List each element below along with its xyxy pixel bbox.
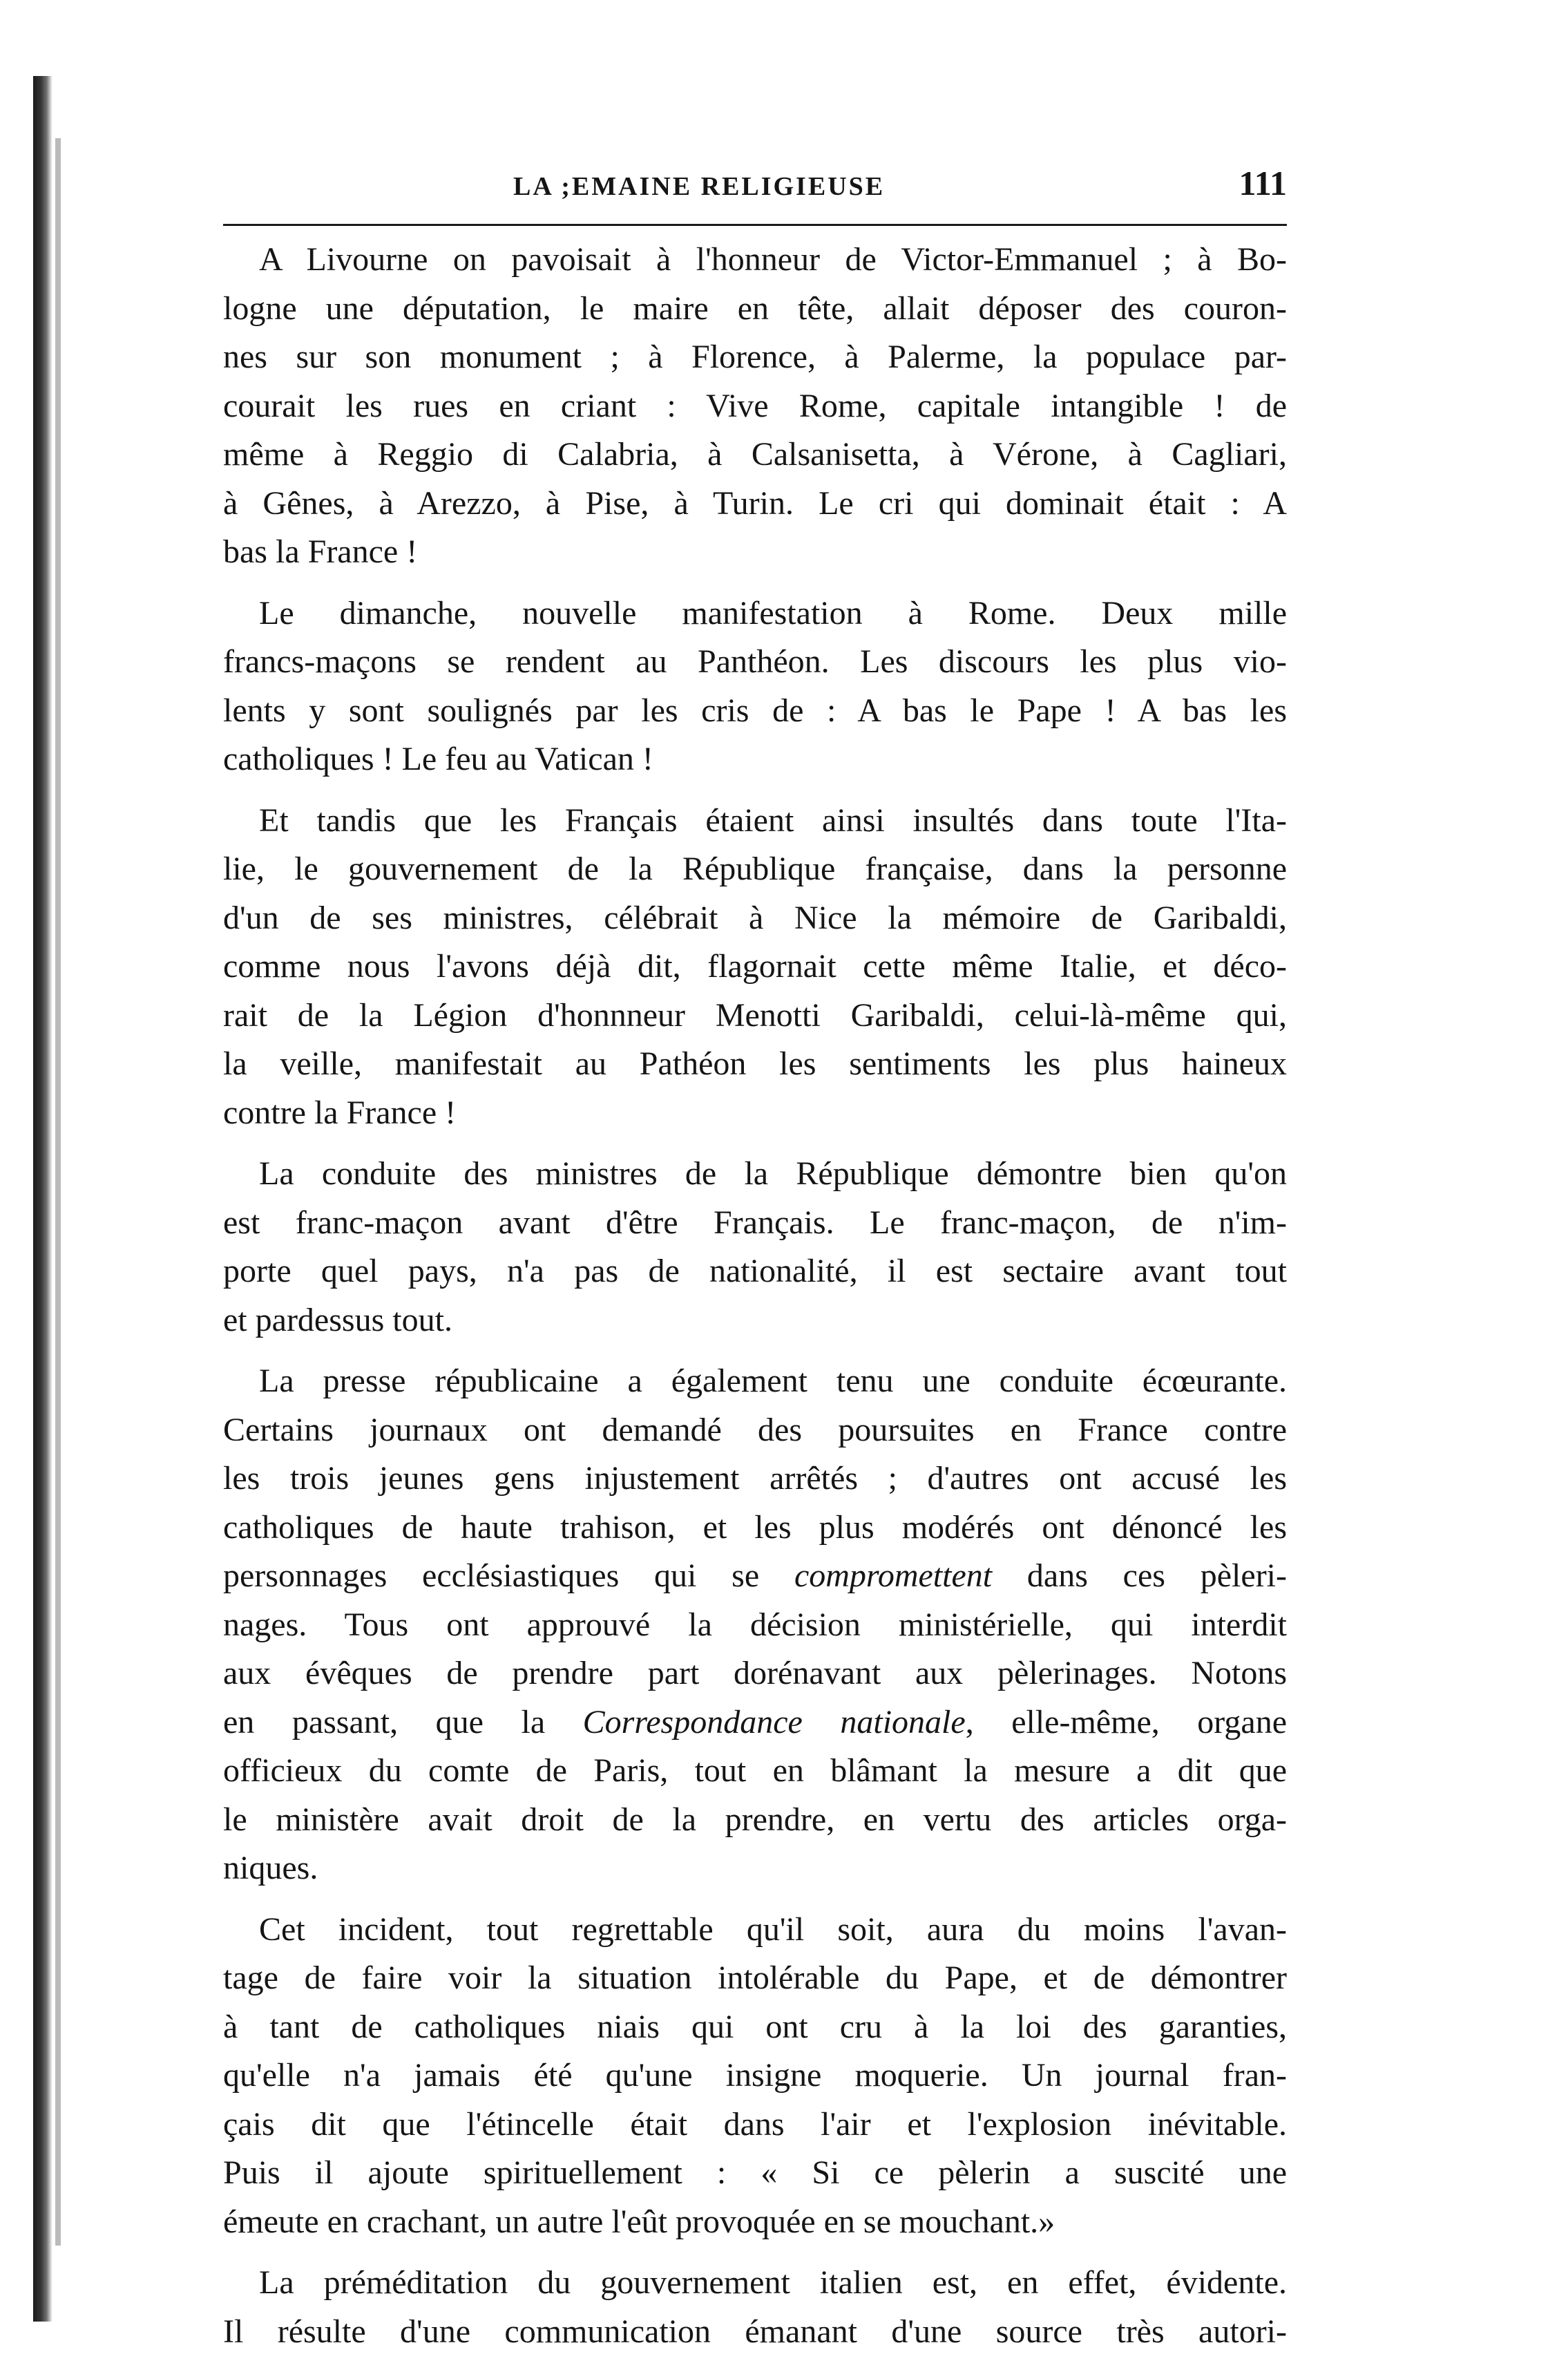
text-line: contre la France !	[223, 1094, 457, 1131]
text-line: à tant de catholiques niais qui ont cru à la loi des garanties,	[223, 2008, 1287, 2045]
text-line: la veille, manifestait au Pathéon les sentiments les plus haineux	[223, 1045, 1287, 1082]
text-line: bas la France !	[223, 533, 418, 570]
paragraph	[223, 1150, 1287, 1345]
text-line: même à Reggio di Calabria, à Calsanisetta, à Vérone, à Cagliari,	[223, 436, 1287, 473]
binding-shadow	[33, 76, 52, 2322]
text-line: comme nous l'avons déjà dit, flagornait cette même Italie, et déco-	[223, 948, 1287, 985]
text-line: personnages ecclésiastiques qui se compromettent dans ces pèleri-	[223, 1557, 1287, 1594]
text-line: A Livourne on pavoisait à l'honneur de Victor-Emmanuel ; à Bo-	[259, 241, 1287, 278]
body-text	[223, 236, 1287, 2356]
text-line: Puis il ajoute spirituellement : « Si ce pèlerin a suscité une	[223, 2154, 1287, 2191]
text-line: rait de la Légion d'honnneur Menotti Garibaldi, celui-là-même qui,	[223, 996, 1287, 1034]
text-line: La préméditation du gouvernement italien est, en effet, évidente.	[259, 2264, 1287, 2301]
text-line: aux évêques de prendre part dorénavant aux pèlerinages. Notons	[223, 1655, 1287, 1691]
text-line: Le dimanche, nouvelle manifestation à Rome. Deux mille	[259, 594, 1287, 632]
text-line: officieux du comte de Paris, tout en blâmant la mesure a dit que	[223, 1752, 1287, 1789]
text-line: nes sur son monument ; à Florence, à Palerme, la populace par-	[223, 339, 1287, 375]
paragraph	[223, 797, 1287, 1138]
paragraph	[223, 2259, 1287, 2356]
text-line: émeute en crachant, un autre l'eût provoquée en se mouchant.»	[223, 2203, 1055, 2240]
running-title: LA ;EMAINE RELIGIEUSE	[513, 172, 886, 201]
text-line: d'un de ses ministres, célébrait à Nice la mémoire de Garibaldi,	[223, 899, 1287, 936]
text-line: qu'elle n'a jamais été qu'une insigne moquerie. Un journal fran-	[223, 2057, 1287, 2094]
text-line: Cet incident, tout regrettable qu'il soit, aura du moins l'avan-	[259, 1910, 1287, 1948]
text-line: lents y sont soulignés par les cris de : A bas le Pape ! A bas les	[223, 692, 1287, 729]
text-line: Certains journaux ont demandé des poursuites en France contre	[223, 1411, 1287, 1448]
text-line: le ministère avait droit de la prendre, en vertu des articles orga-	[223, 1801, 1287, 1838]
text-line: lie, le gouvernement de la République française, dans la personne	[223, 851, 1287, 887]
text-line: catholiques ! Le feu au Vatican !	[223, 741, 653, 777]
paragraph	[223, 1357, 1287, 1893]
page-number: 111	[1239, 164, 1287, 202]
text-line: à Gênes, à Arezzo, à Pise, à Turin. Le cri qui dominait était : A	[223, 484, 1287, 522]
text-line: Il résulte d'une communication émanant d'une source très autori-	[223, 2313, 1287, 2350]
running-head	[223, 159, 1287, 221]
text-line: tage de faire voir la situation intolérable du Pape, et de démontrer	[223, 1960, 1287, 1996]
text-line: nages. Tous ont approuvé la décision ministérielle, qui interdit	[223, 1606, 1287, 1643]
header-rule	[223, 224, 1287, 226]
text-line: La presse républicaine a également tenu une conduite écœurante.	[259, 1363, 1287, 1399]
text-line: et pardessus tout.	[223, 1301, 452, 1338]
binding-shadow-inner	[55, 138, 61, 2246]
text-line: niques.	[223, 1850, 318, 1886]
text-line: çais dit que l'étincelle était dans l'air et l'explosion inévitable.	[223, 2105, 1287, 2143]
text-line: les trois jeunes gens injustement arrêtés ; d'autres ont accusé les	[223, 1460, 1287, 1497]
text-line: La conduite des ministres de la République démontre bien qu'on	[259, 1155, 1287, 1192]
text-line: porte quel pays, n'a pas de nationalité, il est sectaire avant tout	[223, 1253, 1287, 1289]
text-line: Et tandis que les Français étaient ainsi insultés dans toute l'Ita-	[259, 801, 1287, 839]
paragraph	[223, 1906, 1287, 2247]
italic-title: compromettent	[794, 1557, 993, 1594]
text-line: en passant, que la Correspondance nationale, elle-même, organe	[223, 1703, 1288, 1740]
italic-title: Correspondance nationale	[582, 1703, 966, 1740]
text-line: est franc-maçon avant d'être Français. Le franc-maçon, de n'im-	[223, 1204, 1287, 1241]
text-line: catholiques de haute trahison, et les plus modérés ont dénoncé les	[223, 1508, 1287, 1546]
page	[223, 159, 1287, 2369]
text-line: logne une députation, le maire en tête, allait déposer des couron-	[223, 290, 1287, 327]
paragraph	[223, 236, 1287, 577]
paragraph	[223, 589, 1287, 784]
text-line: francs-maçons se rendent au Panthéon. Les discours les plus vio-	[223, 643, 1287, 680]
text-line: courait les rues en criant : Vive Rome, capitale intangible ! de	[223, 387, 1287, 424]
